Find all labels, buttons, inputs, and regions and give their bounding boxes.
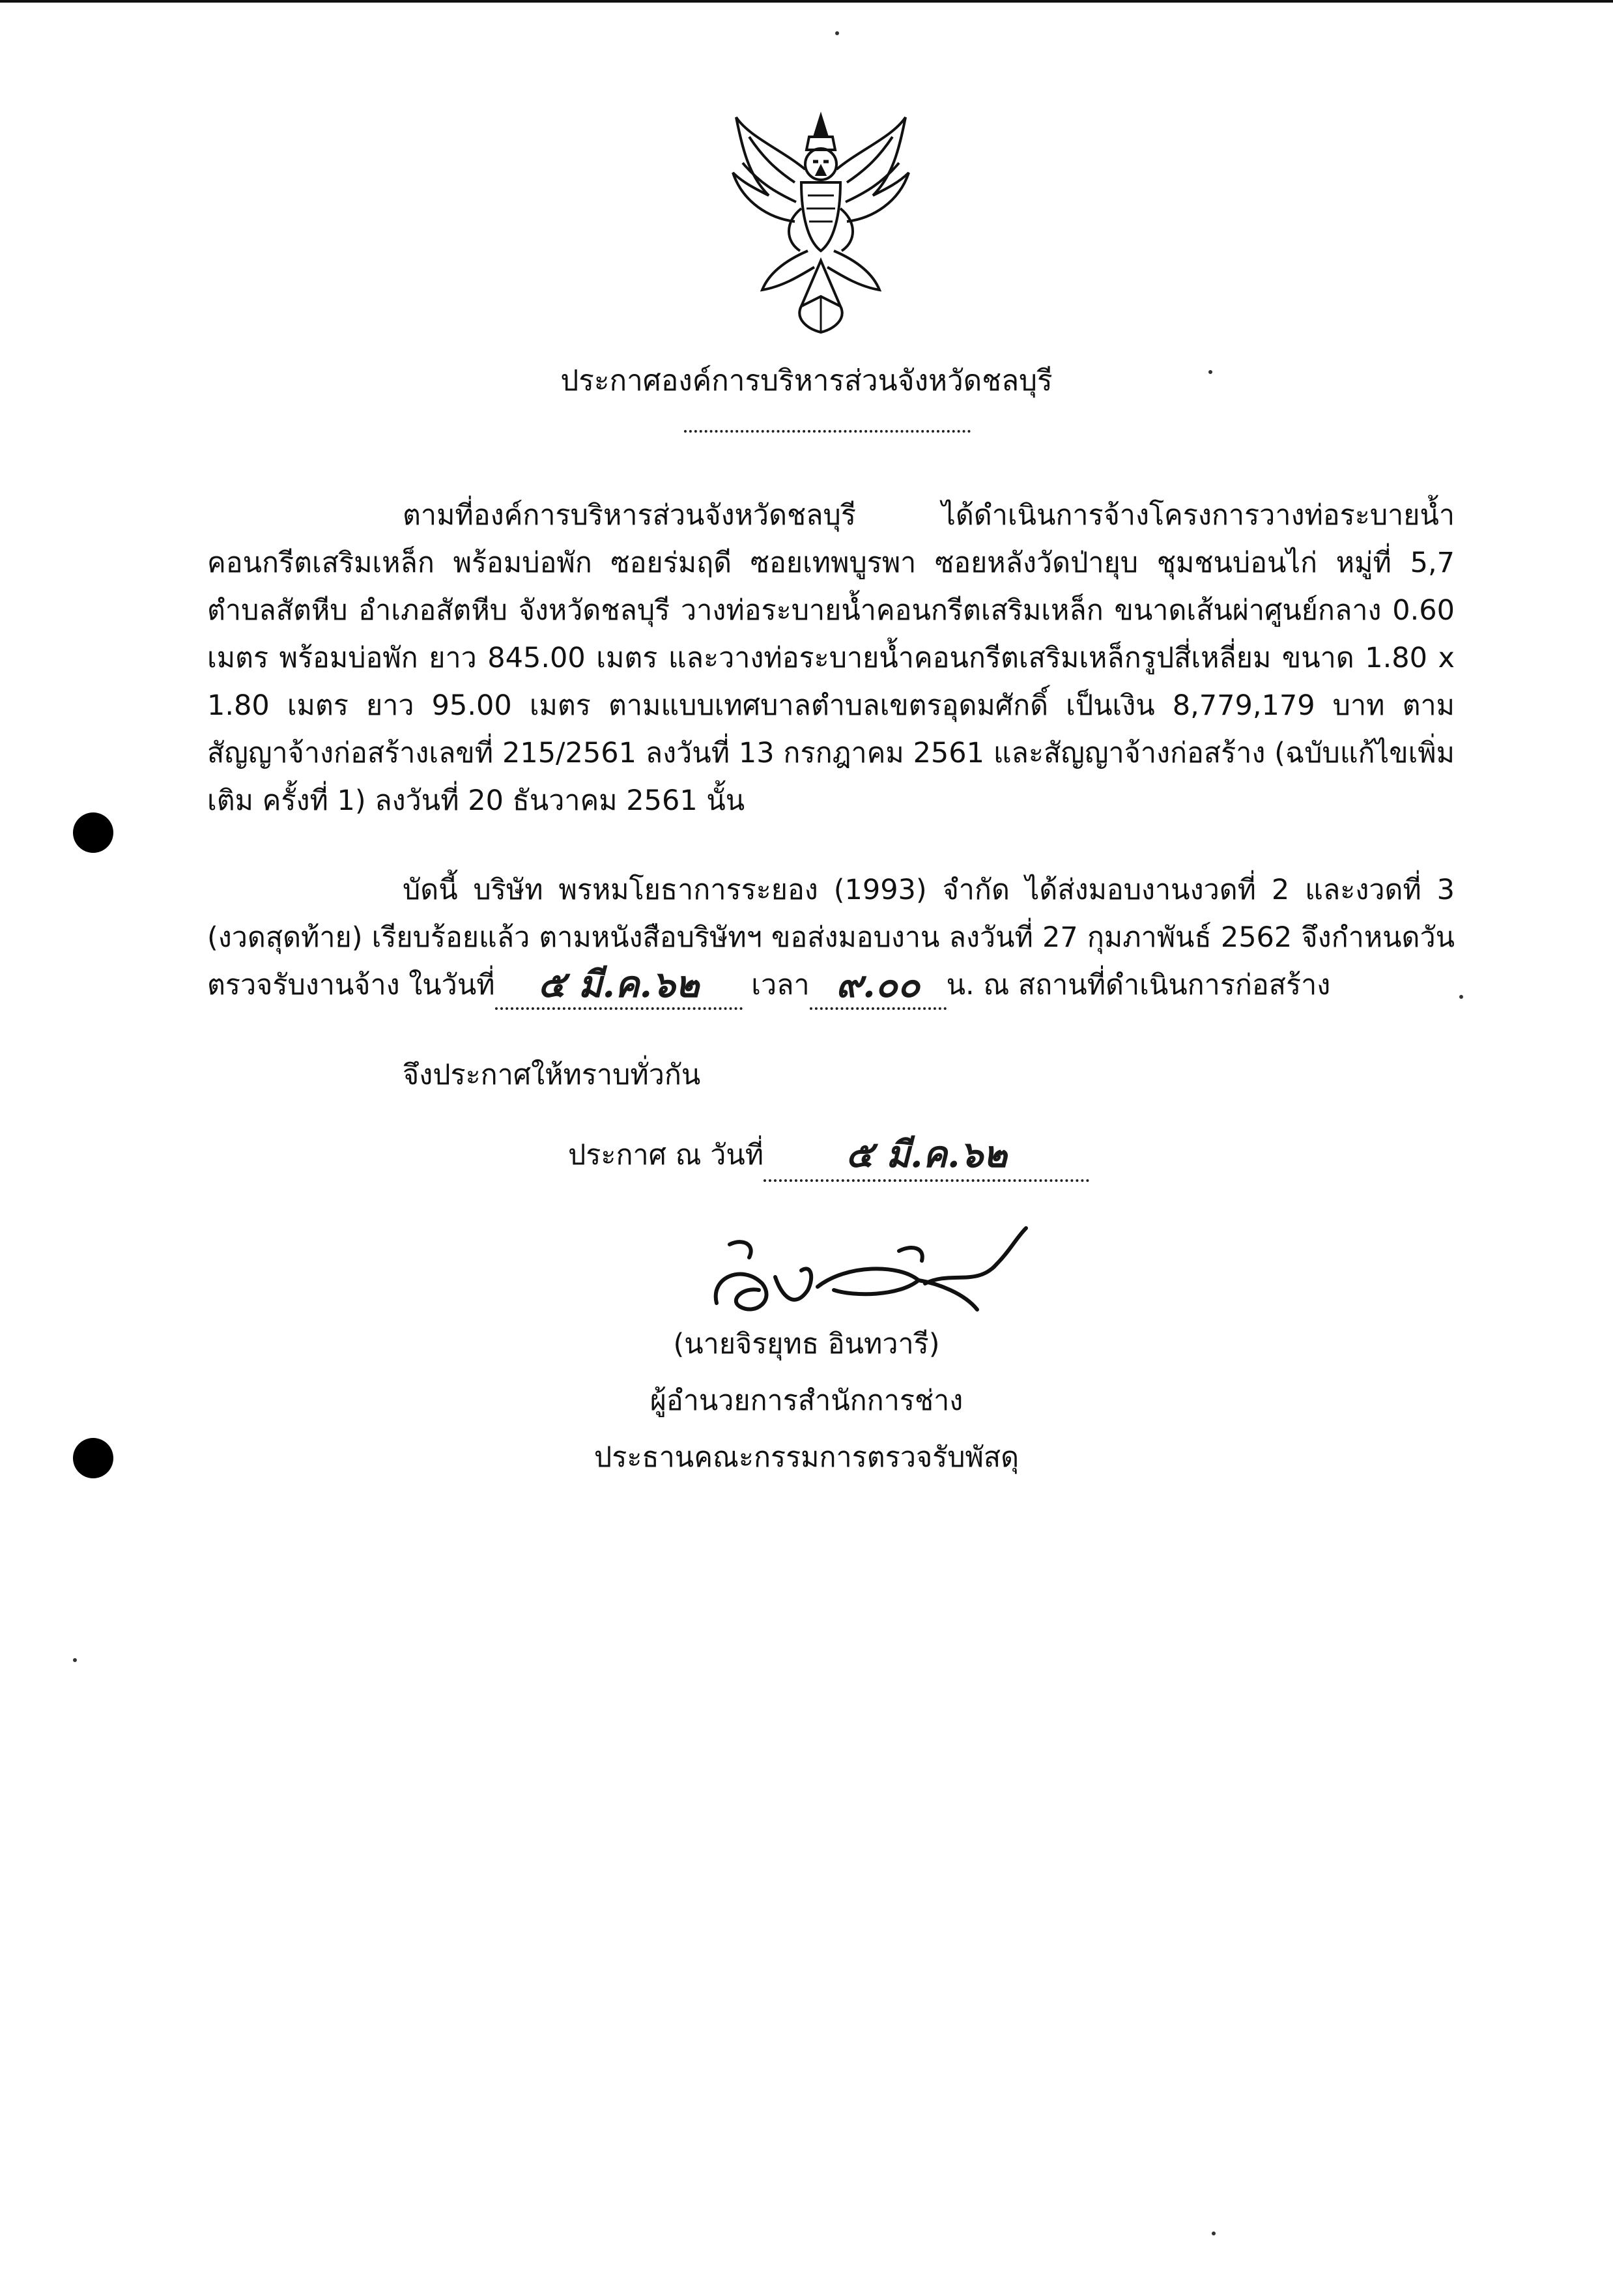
signature-icon: [704, 1225, 1029, 1323]
paragraph-1-text: ตามที่องค์การบริหารส่วนจังหวัดชลบุรี ได้ดำเนินการจ้างโครงการวางท่อระบายน้ำคอนกรีตเสริมเหล็ก พร้อมบ่อพัก ซอยร่มฤดี ซอยเทพบูรพา ซอยหลังวัดป่ายุบ ชุมชนบ่อนไก่ หมู่ที่ 5,7 ตำบลสัตหีบ อำเภอสัตหีบ จังหวัดชลบุรี วางท่อระบายน้ำคอนกรีตเสริมเหล็ก ขนาดเส้นผ่าศูนย์กลาง 0.60 เมตร พร้อมบ่อพัก ยาว 845.00 เมตร และวางท่อระบายน้ำคอนกรีตเสริมเหล็กรูปสี่เหลี่ยม ขนาด 1.80 x 1.80 เมตร ยาว 95.00 เมตร ตามแบบเทศบาลตำบลเขตรอุดมศักดิ์ เป็นเงิน 8,779,179 บาท ตามสัญญาจ้างก่อสร้างเลขที่ 215/2561 ลงวันที่ 13 กรกฎาคม 2561 และสัญญาจ้างก่อสร้าง (ฉบับแก้ไขเพิ่มเติม ครั้งที่ 1) ลงวันที่ 20 ธันวาคม 2561 นั้น: [207, 499, 1455, 817]
document-title: ประกาศองค์การบริหารส่วนจังหวัดชลบุรี: [560, 364, 1053, 397]
announce-line: จึงประกาศให้ทราบทั่วกัน: [403, 1059, 701, 1091]
garuda-emblem-icon: [723, 111, 919, 339]
dated-handwritten: ๕ มี.ค.๖๒: [846, 1133, 1007, 1176]
paragraph-2-end: น. ณ สถานที่ดำเนินการก่อสร้าง: [946, 969, 1331, 1001]
scan-speck: [1459, 995, 1463, 999]
scan-speck: [73, 1658, 77, 1662]
dated-blank: [764, 1133, 1089, 1182]
scan-speck: [1212, 2231, 1216, 2235]
paragraph-2-text: บัดนี้ บริษัท พรหมโยธาการระยอง (1993) จำกัด ได้ส่งมอบงานงวดที่ 2 และงวดที่ 3 (งวดสุดท้าย) เรียบร้อยแล้ว ตามหนังสือบริษัทฯ ขอส่งมอบงาน ลงวันที่ 27 กุมภาพันธ์ 2562 จึงกำหนดวันตรวจรับงานจ้าง ในวันที่: [207, 874, 1455, 1001]
signatory-name: (นายจิรยุทธ อินทวารี): [673, 1328, 940, 1360]
scan-speck: [1208, 370, 1212, 374]
time-label: เวลา: [751, 969, 810, 1001]
dated-prefix: ประกาศ ณ วันที่: [568, 1139, 764, 1171]
signatory-position: ผู้อำนวยการสำนักการช่าง: [649, 1385, 964, 1417]
scan-top-edge: [0, 0, 1613, 3]
title-dotted-rule: [684, 430, 971, 433]
punch-hole-bottom: [73, 1438, 113, 1478]
dated-line: [568, 1133, 1089, 1182]
inspection-time-handwritten: ๙.๐๐: [836, 963, 921, 1006]
inspection-date-handwritten: ๕ มี.ค.๖๒: [537, 963, 700, 1006]
paragraph-delivery-notice: [207, 867, 1455, 1010]
inspection-time-blank: [810, 963, 947, 1010]
scan-speck: [835, 31, 839, 35]
paragraph-contract-details: [207, 492, 1455, 825]
signatory-committee-role: ประธานคณะกรรมการตรวจรับพัสดุ: [593, 1441, 1020, 1474]
punch-hole-top: [73, 812, 113, 853]
inspection-date-blank: [495, 963, 743, 1010]
